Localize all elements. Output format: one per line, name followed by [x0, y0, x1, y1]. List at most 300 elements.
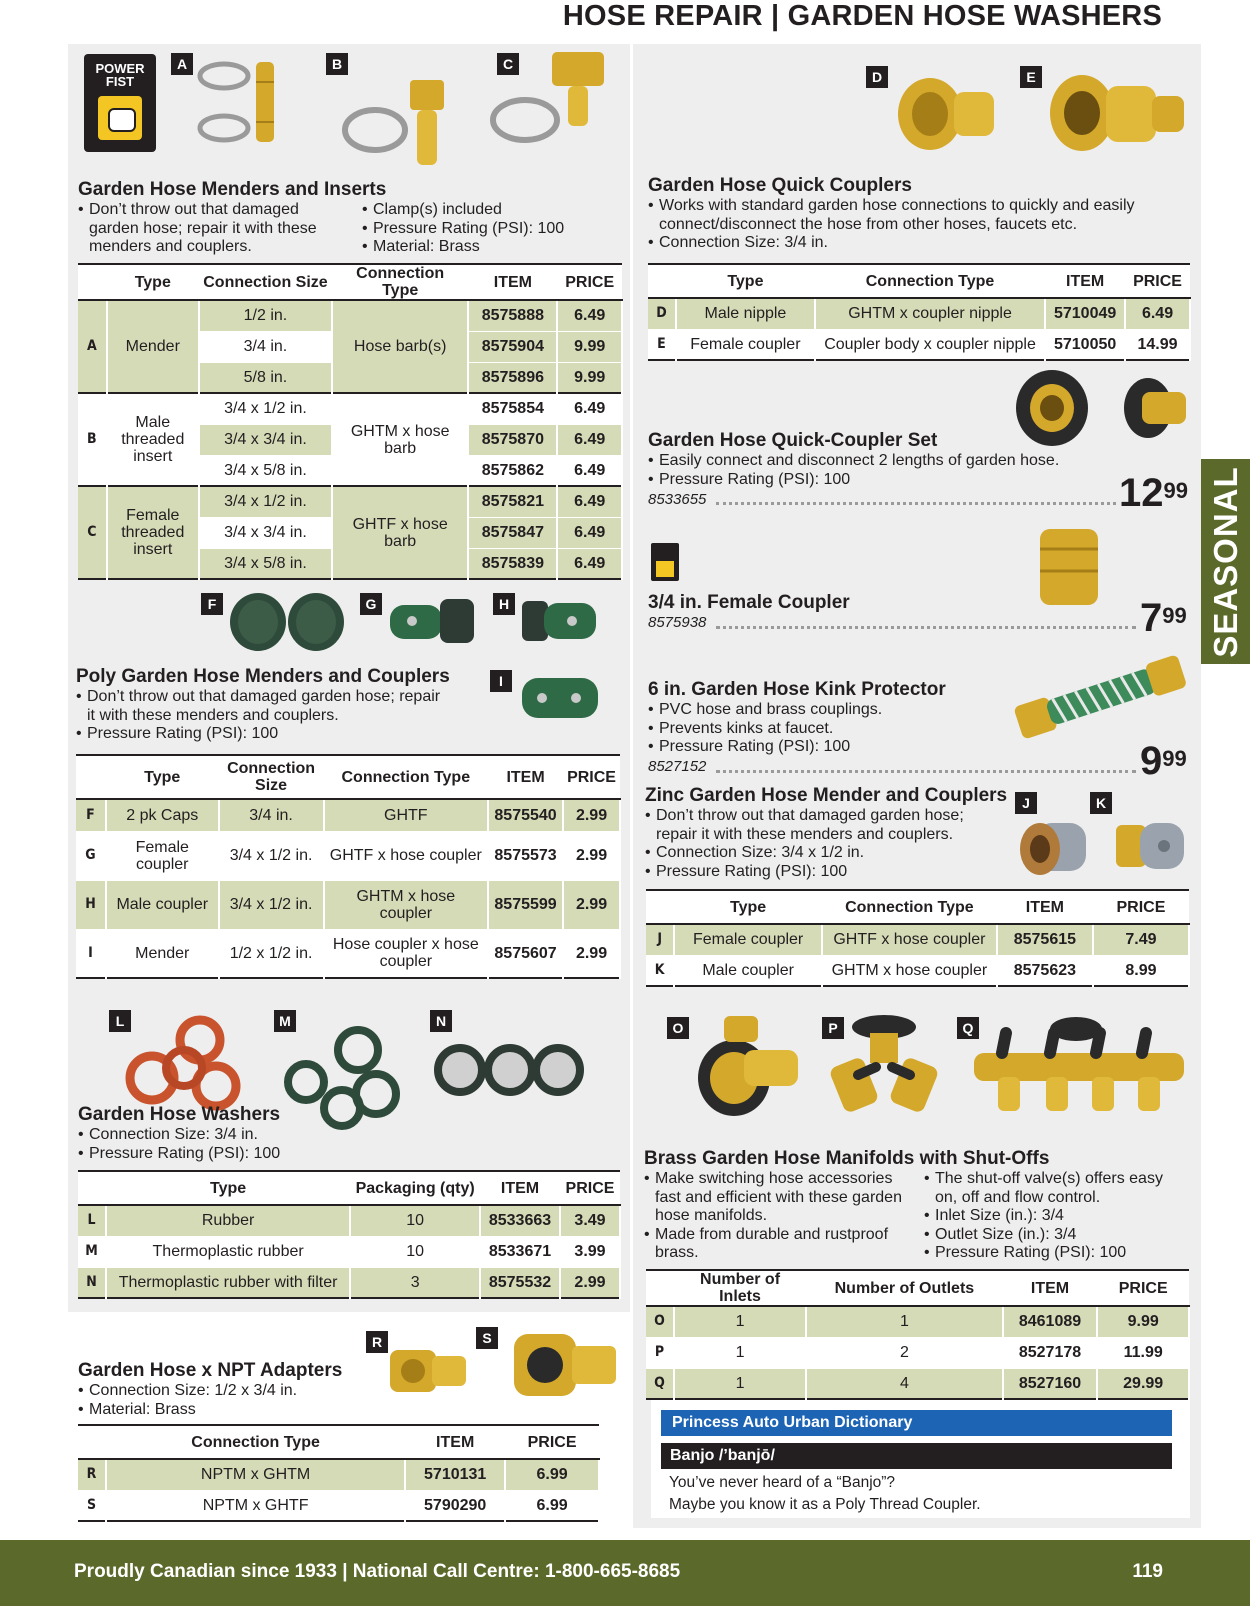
- row-outlets: 2: [806, 1337, 1003, 1368]
- row-outlets: 4: [806, 1368, 1003, 1399]
- table-row: [78, 1267, 620, 1298]
- col-price: PRICE: [505, 1425, 599, 1459]
- row-item: 8575896: [468, 362, 557, 393]
- seasonal-side-tab[interactable]: [1201, 459, 1250, 664]
- quick-couplers-table: [648, 263, 1191, 361]
- seasonal-tab-label: SEASONAL: [1206, 465, 1244, 658]
- logo-text-line2: FIST: [105, 74, 135, 89]
- row-price: 2.99: [563, 799, 620, 831]
- dictionary-heading: Princess Auto Urban Dictionary: [661, 1410, 1172, 1436]
- row-qty: 10: [350, 1236, 480, 1267]
- price-cents: 99: [1162, 603, 1187, 628]
- bullet: • Connection Size: 3/4 in.: [78, 1126, 280, 1145]
- tag-b: B: [326, 53, 348, 75]
- row-letter: Q: [646, 1368, 674, 1399]
- menders-inserts-bullets-left: [78, 201, 340, 257]
- page-title: HOSE REPAIR | GARDEN HOSE WASHERS: [562, 0, 1162, 32]
- female-quick-coupler-image: [1048, 70, 1188, 156]
- bullet: • Easily connect and disconnect 2 lengths of garden hose.: [648, 452, 1059, 471]
- row-item: 8575573: [488, 831, 563, 880]
- manifolds-header: [644, 1148, 1184, 1263]
- row-size: 3/4 x 1/2 in.: [199, 486, 332, 517]
- footer-text: Proudly Canadian since 1933 | National Call Centre: 1-800-665-8685: [74, 1561, 681, 1582]
- row-letter: J: [646, 924, 674, 955]
- table-row: [646, 955, 1189, 986]
- kink-protector-header: [648, 679, 946, 757]
- row-item: 8575904: [468, 331, 557, 362]
- row-letter: P: [646, 1337, 674, 1368]
- price-cents: 99: [1162, 746, 1187, 771]
- table-row: [646, 1306, 1189, 1337]
- row-price: 6.99: [505, 1490, 599, 1521]
- row-item: 8575888: [468, 300, 557, 331]
- row-price: 3.49: [560, 1205, 620, 1236]
- row-letter: K: [646, 955, 674, 986]
- row-price: 6.49: [557, 486, 622, 517]
- bullet: • PVC hose and brass couplings.: [648, 701, 946, 720]
- row-item: 8575607: [488, 929, 563, 978]
- col-letter: [78, 1171, 106, 1205]
- row-letter: H: [76, 880, 106, 929]
- power-fist-mini-logo: [651, 543, 679, 581]
- row-type: Thermoplastic rubber with filter: [106, 1267, 350, 1298]
- row-connection-type: NPTM x GHTM: [106, 1459, 405, 1490]
- bullet: • Prevents kinks at faucet.: [648, 720, 946, 739]
- row-price: 29.99: [1097, 1368, 1189, 1399]
- table-row: [78, 300, 622, 331]
- row-price: 3.99: [560, 1236, 620, 1267]
- kink-protector-image: [1010, 654, 1190, 738]
- row-price: 2.99: [560, 1267, 620, 1298]
- row-type: Male coupler: [674, 955, 822, 986]
- row-type: Male threaded insert: [107, 393, 199, 486]
- row-type: Thermoplastic rubber: [106, 1236, 350, 1267]
- row-letter: R: [78, 1459, 106, 1490]
- row-inlets: 1: [674, 1306, 806, 1337]
- col-price: PRICE: [563, 755, 620, 799]
- tag-a: A: [171, 53, 193, 75]
- row-item: 8575862: [468, 455, 557, 486]
- row-letter: A: [78, 300, 107, 393]
- col-type: Type: [107, 264, 199, 300]
- bullet: • Pressure Rating (PSI): 100: [362, 220, 564, 239]
- row-letter: G: [76, 831, 106, 880]
- tag-n: N: [430, 1010, 452, 1032]
- row-inlets: 1: [674, 1368, 806, 1399]
- row-item: 8527160: [1003, 1368, 1098, 1399]
- tag-m: M: [274, 1010, 296, 1032]
- row-letter: N: [78, 1267, 106, 1298]
- col-connection-type: Connection Type: [815, 264, 1045, 298]
- row-price: 6.49: [557, 455, 622, 486]
- coupler-set-price: [1119, 473, 1188, 513]
- row-size: 3/4 x 3/4 in.: [199, 517, 332, 548]
- col-connection-type: Connection Type: [822, 890, 997, 924]
- fist-icon: [98, 96, 142, 140]
- row-price: 14.99: [1125, 329, 1190, 360]
- row-size: 1/2 in.: [199, 300, 332, 331]
- npt-adapters-title: Garden Hose x NPT Adapters: [78, 1360, 343, 1381]
- bullet: • Pressure Rating (PSI): 100: [924, 1244, 1184, 1263]
- zinc-male-coupler-image: [1112, 815, 1188, 877]
- row-size: 3/4 x 5/8 in.: [199, 548, 332, 579]
- col-item: ITEM: [405, 1425, 505, 1459]
- table-row: [646, 924, 1189, 955]
- female-coupler-price: [1140, 598, 1187, 638]
- row-size: 3/4 x 5/8 in.: [199, 455, 332, 486]
- price-cents: 99: [1163, 478, 1188, 503]
- page-number: 119: [1132, 1561, 1163, 1582]
- row-connection-type: GHTF x hose coupler: [324, 831, 489, 880]
- menders-inserts-header: [78, 179, 564, 257]
- poly-female-coupler-image: [388, 593, 476, 649]
- row-item: 8575615: [997, 924, 1093, 955]
- row-letter: M: [78, 1236, 106, 1267]
- row-type: Mender: [107, 300, 199, 393]
- filter-washers-image: [430, 1040, 588, 1100]
- col-letter: [648, 264, 676, 298]
- col-letter: [78, 264, 107, 300]
- row-letter: E: [648, 329, 676, 360]
- washers-title: Garden Hose Washers: [78, 1104, 281, 1125]
- row-letter: F: [76, 799, 106, 831]
- table-row: [78, 486, 622, 517]
- poly-menders-table: [76, 754, 621, 979]
- row-letter: L: [78, 1205, 106, 1236]
- row-type: Female coupler: [106, 831, 219, 880]
- bullet: • Material: Brass: [362, 238, 564, 257]
- row-connection-type: GHTF x hose coupler: [822, 924, 997, 955]
- row-inlets: 1: [674, 1337, 806, 1368]
- row-type: Mender: [106, 929, 219, 978]
- tag-j: J: [1015, 792, 1037, 814]
- npt-adapters-table: [78, 1424, 600, 1522]
- row-item: 8533671: [480, 1236, 560, 1267]
- col-item: ITEM: [1003, 1270, 1098, 1306]
- female-insert-with-clamp-image: [490, 48, 620, 163]
- row-item: 5710050: [1045, 329, 1125, 360]
- row-price: 6.49: [1125, 298, 1190, 329]
- row-price: 2.99: [563, 880, 620, 929]
- row-item: 8527178: [1003, 1337, 1098, 1368]
- dual-manifold-image: [828, 1015, 940, 1115]
- zinc-female-coupler-image: [1018, 815, 1090, 879]
- row-item: 8575623: [997, 955, 1093, 986]
- tag-e: E: [1020, 66, 1042, 88]
- col-connection-type: Connection Type: [106, 1425, 405, 1459]
- row-item: 8575540: [488, 799, 563, 831]
- bullet: • Don’t throw out that damaged garden hose; repair it with these menders and couplers.: [645, 807, 990, 844]
- bullet: • Connection Size: 1/2 x 3/4 in.: [78, 1382, 342, 1401]
- mender-with-clamps-image: [196, 52, 291, 162]
- row-size: 3/4 x 3/4 in.: [199, 424, 332, 455]
- row-connection-type: GHTF: [324, 799, 489, 831]
- table-row: [76, 799, 620, 831]
- tag-g: G: [360, 593, 382, 615]
- bullet: • Clamp(s) included: [362, 201, 564, 220]
- row-item: 8575854: [468, 393, 557, 424]
- tag-s: S: [476, 1327, 498, 1349]
- bullet: • Connection Size: 3/4 x 1/2 in.: [645, 844, 990, 863]
- row-letter: C: [78, 486, 107, 579]
- table-row: [646, 1368, 1189, 1399]
- dictionary-body: [669, 1472, 981, 1516]
- bullet: • Connection Size: 3/4 in.: [648, 234, 1178, 253]
- row-price: 7.49: [1093, 924, 1189, 955]
- row-item: 5710049: [1045, 298, 1125, 329]
- npt-adapters-header: [78, 1360, 342, 1419]
- col-inlets: Number of Inlets: [674, 1270, 806, 1306]
- poly-caps-image: [228, 590, 346, 652]
- row-size: 3/4 x 1/2 in.: [219, 880, 324, 929]
- bullet: • Pressure Rating (PSI): 100: [78, 1145, 280, 1164]
- table-row: [78, 1459, 599, 1490]
- row-letter: O: [646, 1306, 674, 1337]
- row-type: Female coupler: [676, 329, 815, 360]
- bullet: • The shut-off valve(s) offers easy on, off and flow control.: [924, 1170, 1184, 1207]
- col-type: Type: [106, 1171, 350, 1205]
- single-manifold-image: [694, 1012, 802, 1120]
- table-row: [648, 329, 1190, 360]
- row-item: 8575839: [468, 548, 557, 579]
- tag-p: P: [822, 1017, 844, 1039]
- power-fist-logo: [84, 54, 156, 152]
- tag-r: R: [366, 1331, 388, 1353]
- col-type: Type: [674, 890, 822, 924]
- col-type: Type: [676, 264, 815, 298]
- row-type: Male coupler: [106, 880, 219, 929]
- row-price: 9.99: [1097, 1306, 1189, 1337]
- kink-protector-title: 6 in. Garden Hose Kink Protector: [648, 679, 946, 700]
- kink-protector-sku: 8527152: [648, 758, 707, 775]
- manifolds-bullets-left: [644, 1170, 910, 1263]
- row-price: 6.49: [557, 300, 622, 331]
- row-item: 5710131: [405, 1459, 505, 1490]
- row-item: 8575532: [480, 1267, 560, 1298]
- coupler-set-title: Garden Hose Quick-Coupler Set: [648, 430, 938, 451]
- row-size: 5/8 in.: [199, 362, 332, 393]
- bullet: • Outlet Size (in.): 3/4: [924, 1226, 1184, 1245]
- washers-bullets: [78, 1126, 280, 1163]
- row-item: 5790290: [405, 1490, 505, 1521]
- four-way-manifold-image: [968, 1015, 1190, 1115]
- price-dollars: 12: [1119, 471, 1164, 515]
- tag-k: K: [1090, 792, 1112, 814]
- col-price: PRICE: [557, 264, 622, 300]
- quick-couplers-header: [648, 175, 1178, 253]
- col-connection-size: Connection Size: [199, 264, 332, 300]
- table-row: [646, 1337, 1189, 1368]
- bullet: • Pressure Rating (PSI): 100: [645, 863, 990, 882]
- row-price: 6.49: [557, 548, 622, 579]
- zinc-mender-bullets: [645, 807, 990, 881]
- zinc-mender-title: Zinc Garden Hose Mender and Couplers: [645, 785, 1008, 806]
- row-type: Male nipple: [676, 298, 815, 329]
- col-letter: [646, 890, 674, 924]
- poly-menders-header: [76, 666, 450, 744]
- table-row: [76, 880, 620, 929]
- table-row: [76, 929, 620, 978]
- menders-inserts-table: [78, 263, 623, 580]
- row-qty: 10: [350, 1205, 480, 1236]
- col-letter: [646, 1270, 674, 1306]
- tag-c: C: [497, 53, 519, 75]
- table-row: [648, 298, 1190, 329]
- row-letter: S: [78, 1490, 106, 1521]
- col-price: PRICE: [1097, 1270, 1189, 1306]
- row-price: 6.49: [557, 424, 622, 455]
- row-letter: D: [648, 298, 676, 329]
- female-coupler-image: [1036, 527, 1102, 607]
- row-item: 8575870: [468, 424, 557, 455]
- tag-o: O: [667, 1017, 689, 1039]
- logo-text-line1: POWER: [95, 61, 145, 76]
- bullet: • Material: Brass: [78, 1401, 342, 1420]
- row-type: Rubber: [106, 1205, 350, 1236]
- bullet: • Don’t throw out that damaged garden hose; repair it with these menders and couplers.: [76, 688, 446, 725]
- npt-ghtf-adapter-image: [510, 1328, 620, 1402]
- row-letter: I: [76, 929, 106, 978]
- col-letter: [78, 1425, 106, 1459]
- dictionary-line-1: You’ve never heard of a “Banjo”?: [669, 1474, 896, 1491]
- row-connection-type: NPTM x GHTF: [106, 1490, 405, 1521]
- table-row: [78, 1236, 620, 1267]
- table-row: [78, 1205, 620, 1236]
- manifolds-title: Brass Garden Hose Manifolds with Shut-Offs: [644, 1148, 1050, 1169]
- row-price: 6.99: [505, 1459, 599, 1490]
- npt-adapters-bullets: [78, 1382, 342, 1419]
- col-item: ITEM: [468, 264, 557, 300]
- poly-male-coupler-image: [520, 593, 600, 649]
- row-connection-type: GHTM x hose barb: [332, 393, 468, 486]
- fist-icon: [656, 561, 674, 577]
- poly-menders-bullets: [76, 688, 446, 744]
- quick-couplers-title: Garden Hose Quick Couplers: [648, 175, 912, 196]
- npt-ghtm-adapter-image: [388, 1338, 470, 1402]
- row-item: 8533663: [480, 1205, 560, 1236]
- zinc-mender-header: [645, 785, 1007, 881]
- kink-protector-price: [1140, 741, 1187, 781]
- tag-d: D: [866, 66, 888, 88]
- price-dollars: 9: [1140, 739, 1163, 783]
- coupler-set-header: [648, 430, 1059, 489]
- row-connection-type: Coupler body x coupler nipple: [815, 329, 1045, 360]
- row-item: 8575821: [468, 486, 557, 517]
- row-price: 11.99: [1097, 1337, 1189, 1368]
- tag-i: I: [490, 670, 512, 692]
- tag-h: H: [493, 593, 515, 615]
- menders-inserts-title: Garden Hose Menders and Inserts: [78, 179, 387, 200]
- col-packaging: Packaging (qty): [350, 1171, 480, 1205]
- col-connection-type: Connection Type: [332, 264, 468, 300]
- row-item: 8575599: [488, 880, 563, 929]
- male-insert-with-clamp-image: [340, 70, 460, 170]
- bullet: • Pressure Rating (PSI): 100: [76, 725, 446, 744]
- col-connection-type: Connection Type: [324, 755, 489, 799]
- table-row: [76, 831, 620, 880]
- price-leader: [716, 502, 1116, 505]
- col-type: Type: [106, 755, 219, 799]
- row-item: 8461089: [1003, 1306, 1098, 1337]
- row-size: 3/4 in.: [199, 331, 332, 362]
- bullet: • Pressure Rating (PSI): 100: [648, 738, 946, 757]
- col-item: ITEM: [997, 890, 1093, 924]
- row-size: 3/4 in.: [219, 799, 324, 831]
- female-coupler-sku: 8575938: [648, 614, 707, 631]
- tag-l: L: [109, 1010, 131, 1032]
- row-item: 8575847: [468, 517, 557, 548]
- footer-bar: [0, 1540, 1250, 1606]
- tag-q: Q: [957, 1017, 979, 1039]
- row-price: 2.99: [563, 831, 620, 880]
- bullet: • Don’t throw out that damaged garden hose; repair it with these menders and couplers.: [78, 201, 340, 257]
- price-leader: [716, 770, 1136, 773]
- row-size: 3/4 x 1/2 in.: [219, 831, 324, 880]
- washers-table: [78, 1170, 621, 1299]
- dictionary-word: Banjo /’banjō/: [661, 1443, 1172, 1469]
- row-qty: 3: [350, 1267, 480, 1298]
- row-price: 6.49: [557, 517, 622, 548]
- col-item: ITEM: [480, 1171, 560, 1205]
- row-connection-type: GHTF x hose barb: [332, 486, 468, 579]
- row-type: Female threaded insert: [107, 486, 199, 579]
- col-outlets: Number of Outlets: [806, 1270, 1003, 1306]
- female-coupler-header: [648, 592, 850, 614]
- row-price: 2.99: [563, 929, 620, 978]
- row-outlets: 1: [806, 1306, 1003, 1337]
- female-coupler-title: 3/4 in. Female Coupler: [648, 592, 850, 613]
- row-price: 9.99: [557, 362, 622, 393]
- zinc-mender-table: [646, 889, 1190, 987]
- col-letter: [76, 755, 106, 799]
- coupler-set-bullets: [648, 452, 1059, 489]
- row-letter: B: [78, 393, 107, 486]
- col-price: PRICE: [1125, 264, 1190, 298]
- poly-mender-image: [520, 670, 600, 726]
- col-price: PRICE: [560, 1171, 620, 1205]
- col-connection-size: Connection Size: [219, 755, 324, 799]
- bullet: • Made from durable and rustproof brass.: [644, 1226, 910, 1263]
- coupler-set-sku: 8533655: [648, 491, 707, 508]
- row-connection-type: GHTM x coupler nipple: [815, 298, 1045, 329]
- menders-inserts-bullets-right: [362, 201, 564, 257]
- kink-protector-bullets: [648, 701, 946, 757]
- bullet: • Pressure Rating (PSI): 100: [648, 471, 1059, 490]
- col-item: ITEM: [1045, 264, 1125, 298]
- row-size: 3/4 x 1/2 in.: [199, 393, 332, 424]
- bullet: • Inlet Size (in.): 3/4: [924, 1207, 1184, 1226]
- price-leader: [716, 626, 1136, 629]
- bullet: • Works with standard garden hose connections to quickly and easily connect/disconnect the hose from other hoses, faucets etc.: [648, 197, 1178, 234]
- row-type: Female coupler: [674, 924, 822, 955]
- bullet: • Make switching hose accessories fast and efficient with these garden hose manifolds.: [644, 1170, 910, 1226]
- poly-menders-title: Poly Garden Hose Menders and Couplers: [76, 666, 450, 687]
- washers-header: [78, 1104, 280, 1163]
- row-size: 1/2 x 1/2 in.: [219, 929, 324, 978]
- row-price: 6.49: [557, 393, 622, 424]
- table-row: [78, 393, 622, 424]
- row-price: 9.99: [557, 331, 622, 362]
- row-connection-type: Hose barb(s): [332, 300, 468, 393]
- manifolds-table: [646, 1269, 1190, 1400]
- table-row: [78, 1490, 599, 1521]
- col-price: PRICE: [1093, 890, 1189, 924]
- row-price: 8.99: [1093, 955, 1189, 986]
- row-connection-type: GHTM x hose coupler: [324, 880, 489, 929]
- col-item: ITEM: [488, 755, 563, 799]
- price-dollars: 7: [1140, 596, 1163, 640]
- row-connection-type: GHTM x hose coupler: [822, 955, 997, 986]
